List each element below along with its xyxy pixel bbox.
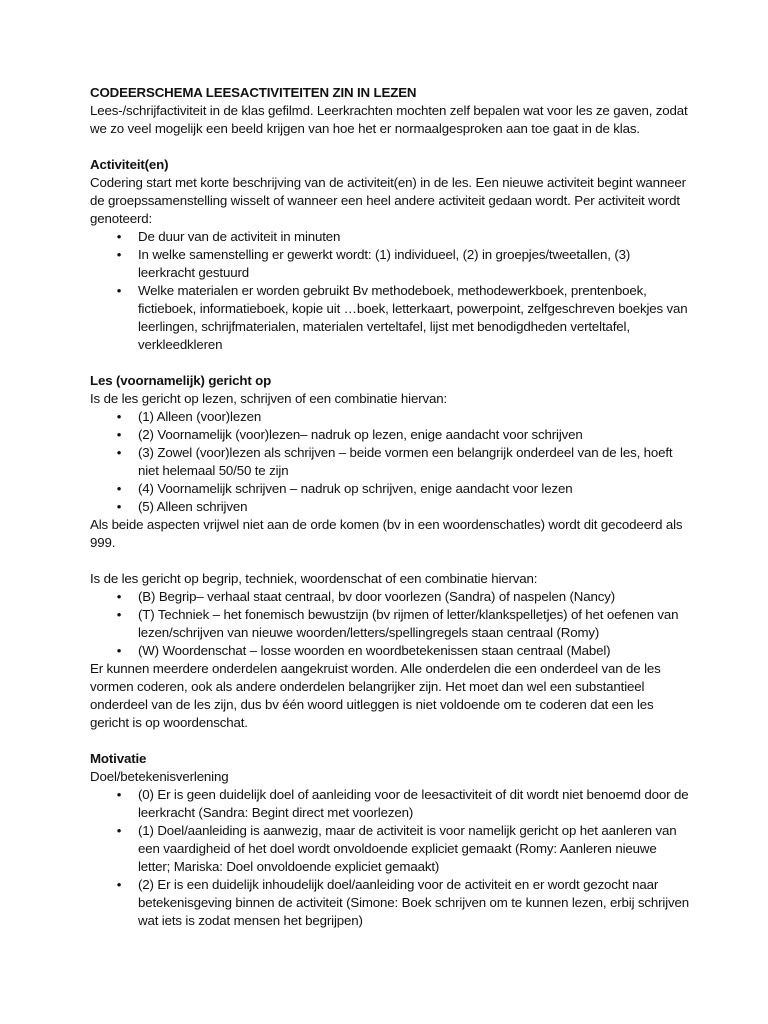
bullet-icon: • — [116, 229, 122, 244]
list-item-text: (0) Er is geen duidelijk doel of aanleiding voor de leesactiviteit of dit wordt niet benoemd door de leerkracht (Sandra: Begint direct met voorlezen) — [138, 787, 689, 820]
bullet-icon: • — [116, 499, 122, 514]
paragraph: Als beide aspecten vrijwel niet aan de orde komen (bv in een woordenschatles) wordt dit gecodeerd als 999. — [90, 517, 683, 550]
section-2 — [90, 354, 690, 732]
document-intro: Lees-/schrijfactiviteit in de klas gefilmd. Leerkrachten mochten zelf bepalen wat voor les ze gaven, zodat we zo veel mogelijk een beeld krijgen van hoe het er normaalgesproken aan toe gaat in de klas. — [90, 103, 688, 136]
bullet-icon: • — [116, 787, 122, 802]
document-title: CODEERSCHEMA LEESACTIVITEITEN ZIN IN LEZEN — [90, 85, 417, 100]
list-item-text: (3) Zowel (voor)lezen als schrijven – beide vormen een belangrijk onderdeel van de les, hoeft niet helemaal 50/50 te zijn — [138, 445, 673, 478]
section-heading: Les (voornamelijk) gericht op — [90, 373, 272, 388]
list-item-text: De duur van de activiteit in minuten — [138, 229, 341, 244]
bullet-list — [90, 786, 690, 930]
document-page — [90, 84, 690, 930]
list-item — [90, 282, 690, 354]
section-heading: Motivatie — [90, 751, 147, 766]
list-item-text: (4) Voornamelijk schrijven – nadruk op schrijven, enige aandacht voor lezen — [138, 481, 573, 496]
bullet-list — [90, 228, 690, 354]
bullet-icon: • — [116, 607, 122, 622]
list-item-text: (1) Doel/aanleiding is aanwezig, maar de activiteit is voor namelijk gericht op het aanleren van een vaardigheid of het doel wordt onvoldoende expliciet gemaakt (Romy: Aanleren nieuwe letter; Mariska: Doel onvoldoende expliciet gemaakt) — [138, 823, 677, 874]
list-item-text: (B) Begrip– verhaal staat centraal, bv door voorlezen (Sandra) of naspelen (Nancy) — [138, 589, 615, 604]
list-item — [90, 228, 690, 246]
list-item-text: (T) Techniek – het fonemisch bewustzijn (bv rijmen of letter/klankspelletjes) of het oefenen van lezen/schrijven van nieuwe woorden/letters/spellingregels staan centraal (Romy) — [138, 607, 679, 640]
paragraph: Is de les gericht op lezen, schrijven of een combinatie hiervan: — [90, 391, 448, 406]
section-heading: Activiteit(en) — [90, 157, 169, 172]
bullet-icon: • — [116, 445, 122, 460]
list-item-text: (2) Voornamelijk (voor)lezen– nadruk op lezen, enige aandacht voor schrijven — [138, 427, 583, 442]
bullet-icon: • — [116, 427, 122, 442]
section-3 — [90, 732, 690, 930]
list-item — [90, 444, 690, 480]
paragraph: Er kunnen meerdere onderdelen aangekruist worden. Alle onderdelen die een onderdeel van de les vormen coderen, ook als andere onderdelen belangrijker zijn. Het moet dan wel een substantieel onderdeel van de les zijn, dus bv één woord uitleggen is niet voldoende om te coderen dat een les gericht is op woordenschat. — [90, 661, 661, 730]
list-item — [90, 246, 690, 282]
bullet-icon: • — [116, 481, 122, 496]
bullet-icon: • — [116, 643, 122, 658]
list-item-text: (W) Woordenschat – losse woorden en woordbetekenissen staan centraal (Mabel) — [138, 643, 611, 658]
list-item — [90, 480, 690, 498]
list-item-text: In welke samenstelling er gewerkt wordt: (1) individueel, (2) in groepjes/tweetallen, (3) leerkracht gestuurd — [138, 247, 631, 280]
bullet-list — [90, 588, 690, 660]
list-item — [90, 588, 690, 606]
section-spacer — [90, 354, 690, 372]
paragraph: Codering start met korte beschrijving van de activiteit(en) in de les. Een nieuwe activiteit begint wanneer de groepssamenstelling wisselt of wanneer een heel andere activiteit gedaan wordt. Per activiteit wordt genoteerd: — [90, 175, 686, 226]
list-item-text: (5) Alleen schrijven — [138, 499, 248, 514]
list-item — [90, 606, 690, 642]
bullet-icon: • — [116, 247, 122, 262]
paragraph: Doel/betekenisverlening — [90, 769, 229, 784]
bullet-icon: • — [116, 283, 122, 298]
list-item — [90, 408, 690, 426]
list-item — [90, 876, 690, 930]
list-item — [90, 822, 690, 876]
section-1 — [90, 138, 690, 354]
list-item-text: (2) Er is een duidelijk inhoudelijk doel/aanleiding voor de activiteit en er wordt gezocht naar betekenisgeving binnen de activiteit (Simone: Boek schrijven om te kunnen lezen, erbij schrijven wat iets is zodat mensen het begrijpen) — [138, 877, 690, 928]
document-sections — [90, 138, 690, 930]
list-item-text: (1) Alleen (voor)lezen — [138, 409, 262, 424]
bullet-icon: • — [116, 409, 122, 424]
bullet-icon: • — [116, 823, 122, 838]
paragraph: Is de les gericht op begrip, techniek, woordenschat of een combinatie hiervan: — [90, 571, 538, 586]
section-spacer — [90, 138, 690, 156]
list-item — [90, 786, 690, 822]
list-item — [90, 642, 690, 660]
bullet-list — [90, 408, 690, 516]
section-spacer — [90, 732, 690, 750]
paragraph-spacer — [90, 552, 690, 570]
list-item-text: Welke materialen er worden gebruikt Bv methodeboek, methodewerkboek, prentenboek, fictieboek, informatieboek, kopie uit …boek, letterkaart, powerpoint, zelfgeschreven boekjes van leerlingen, schrijfmaterialen, materialen verteltafel, lijst met benodigdheden verteltafel, verkleedkleren — [138, 283, 688, 352]
bullet-icon: • — [116, 589, 122, 604]
bullet-icon: • — [116, 877, 122, 892]
list-item — [90, 426, 690, 444]
list-item — [90, 498, 690, 516]
